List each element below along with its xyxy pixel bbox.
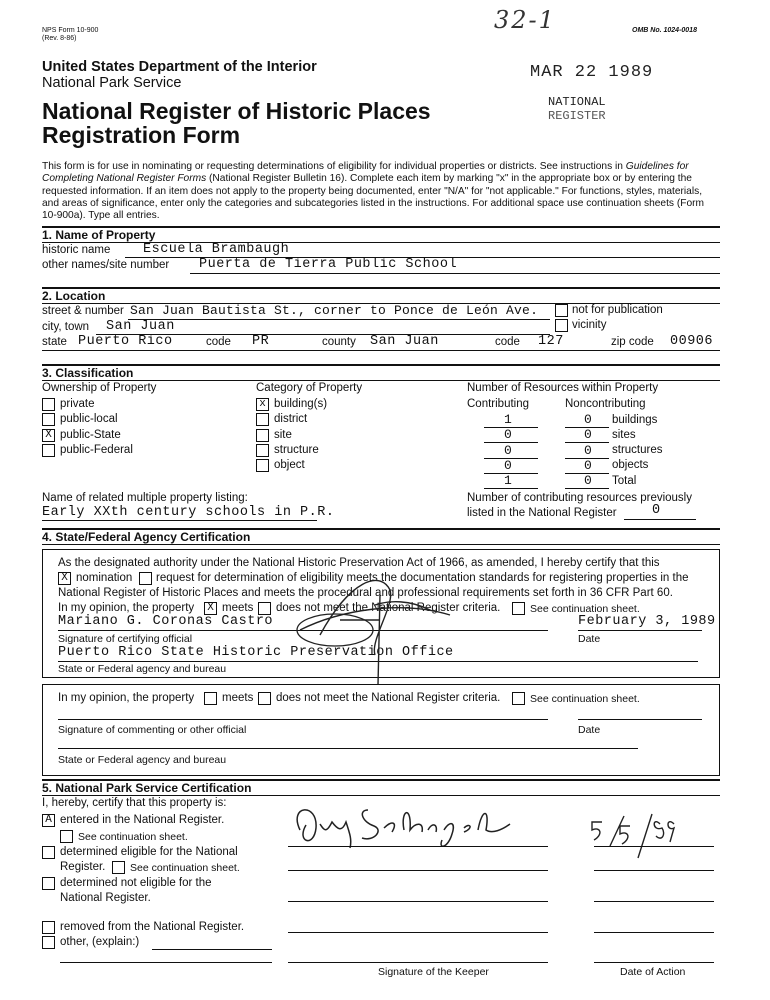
- opinion2-meets-checkbox[interactable]: [204, 692, 217, 705]
- city-value: San Juan: [106, 319, 175, 334]
- other-explain-checkbox[interactable]: [42, 936, 55, 949]
- opinion2-does-not-meet-checkbox[interactable]: [258, 692, 271, 705]
- continuation-sheet-label: See continuation sheet.: [530, 603, 640, 615]
- keeper-date-line: [594, 932, 714, 933]
- field-line: [484, 488, 538, 489]
- ownership-public-local-checkbox[interactable]: [42, 413, 55, 426]
- category-site-label: site: [274, 429, 292, 441]
- county-value: San Juan: [370, 334, 439, 349]
- county-code-label: code: [495, 336, 520, 348]
- ownership-private-checkbox[interactable]: [42, 398, 55, 411]
- certification-statement-line3: National Register of Historic Places and meets the procedural and professional requirements set forth in 36 CFR Part 60.: [58, 587, 673, 599]
- resource-buildings-contributing: 1: [504, 412, 513, 427]
- certification-statement-line1: As the designated authority under the National Historic Preservation Act of 1966, as amended, I hereby certify that this: [58, 557, 660, 569]
- opinion2-continuation-checkbox[interactable]: [512, 692, 525, 705]
- opinion2-prefix: In my opinion, the property: [58, 692, 195, 704]
- ownership-private-label: private: [60, 398, 95, 410]
- previously-listed-label-1: Number of contributing resources previously: [467, 492, 692, 504]
- ownership-public-local-label: public-local: [60, 413, 118, 425]
- field-line: [42, 520, 317, 521]
- field-line: [42, 350, 720, 351]
- category-structure-checkbox[interactable]: [256, 444, 269, 457]
- nomination-label: nomination: [76, 572, 133, 584]
- resource-objects-noncontributing: 0: [584, 458, 593, 473]
- keeper-date-line: [594, 870, 714, 871]
- state-code-label: code: [206, 336, 231, 348]
- ownership-public-state-label: public-State: [60, 429, 121, 441]
- signature-line: [58, 719, 548, 720]
- keeper-signature: [288, 800, 518, 860]
- keeper-date-line: [594, 846, 714, 847]
- resource-total-label: Total: [612, 475, 637, 487]
- determined-eligible-label: determined eligible for the National: [60, 846, 238, 858]
- category-district-checkbox[interactable]: [256, 413, 269, 426]
- certifying-date: February 3, 1989: [578, 614, 716, 629]
- field-line: [565, 488, 609, 489]
- resource-sites-label: sites: [612, 429, 636, 441]
- zip-label: zip code: [611, 336, 654, 348]
- not-for-publication-checkbox[interactable]: [555, 304, 568, 317]
- resource-total-contributing: 1: [504, 473, 513, 488]
- county-code-value: 127: [538, 334, 564, 349]
- street-label: street & number: [42, 305, 124, 317]
- historic-name-label: historic name: [42, 244, 111, 256]
- does-not-meet-label: does not meet the National Register criteria.: [276, 602, 501, 614]
- category-building-checkbox[interactable]: x: [256, 398, 269, 411]
- keeper-signature-line: [288, 846, 548, 847]
- related-listing-value: Early XXth century schools in P.R.: [42, 505, 335, 520]
- omb-number: OMB No. 1024-0018: [632, 27, 697, 34]
- section4-title: 4. State/Federal Agency Certification: [42, 530, 251, 544]
- determined-eligible-label-2: Register.: [60, 861, 106, 873]
- explain-line: [152, 949, 272, 950]
- other-names-value: Puerta de Tierra Public School: [199, 257, 458, 272]
- commenting-date-label: Date: [578, 724, 601, 736]
- request-determination-label: request for determination of eligibility meets the documentation standards for registering properties in the: [156, 572, 689, 584]
- ownership-public-state-checkbox[interactable]: X: [42, 429, 55, 442]
- form-revision: (Rev. 8-86): [42, 35, 77, 42]
- related-listing-label: Name of related multiple property listing:: [42, 492, 248, 504]
- section-rule: [42, 544, 720, 545]
- zip-value: 00906: [670, 334, 714, 349]
- city-label: city, town: [42, 321, 90, 333]
- street-value: San Juan Bautista St., corner to Ponce de León Ave.: [130, 303, 539, 318]
- meets-criteria-checkbox[interactable]: X: [204, 602, 217, 615]
- eligible-continuation-checkbox[interactable]: [112, 861, 125, 874]
- meets-criteria-label: meets: [222, 602, 254, 614]
- resource-buildings-noncontributing: 0: [584, 412, 593, 427]
- ownership-public-federal-label: public-Federal: [60, 444, 133, 456]
- section-divider: [42, 287, 720, 289]
- removed-register-label: removed from the National Register.: [60, 921, 245, 933]
- section3-title: 3. Classification: [42, 366, 134, 380]
- certifying-date-label: Date: [578, 633, 601, 645]
- handwritten-reference: 32-1: [494, 6, 556, 34]
- state-value: Puerto Rico: [78, 334, 173, 349]
- form-title-line2: Registration Form: [42, 122, 241, 148]
- previously-listed-label-2: listed in the National Register: [467, 507, 617, 519]
- previously-listed-value: 0: [652, 503, 661, 518]
- agency-bureau-value: Puerto Rico State Historic Preservation Office: [58, 645, 454, 660]
- commenting-signature-label: Signature of commenting or other official: [58, 724, 247, 736]
- certifying-official-name: Mariano G. Coronas Castro: [58, 614, 274, 629]
- vicinity-label: vicinity: [572, 319, 607, 331]
- resource-structures-label: structures: [612, 444, 663, 456]
- certifying-signature-label: Signature of certifying official: [58, 633, 193, 645]
- department-name: United States Department of the Interior: [42, 59, 317, 75]
- entered-register-checkbox[interactable]: A: [42, 814, 55, 827]
- state-code-value: PR: [252, 334, 270, 349]
- category-object-label: object: [274, 459, 305, 471]
- section-rule: [42, 795, 720, 796]
- vicinity-checkbox[interactable]: [555, 319, 568, 332]
- contributing-header: Contributing: [467, 398, 530, 410]
- commenting-bureau-label: State or Federal agency and bureau: [58, 754, 227, 766]
- resource-objects-label: objects: [612, 459, 649, 471]
- not-eligible-label-2: National Register.: [60, 892, 151, 904]
- keeper-signature-line: [288, 901, 548, 902]
- not-eligible-checkbox[interactable]: [42, 877, 55, 890]
- date-of-action-label: Date of Action: [620, 966, 686, 978]
- received-stamp-line1: NATIONAL: [548, 95, 606, 109]
- section2-title: 2. Location: [42, 289, 106, 303]
- keeper-signature-line: [288, 932, 548, 933]
- category-site-checkbox[interactable]: [256, 429, 269, 442]
- opinion2-continuation-label: See continuation sheet.: [530, 693, 640, 705]
- removed-register-checkbox[interactable]: [42, 921, 55, 934]
- entered-continuation-label: See continuation sheet.: [78, 831, 188, 843]
- received-stamp-date: MAR 22 1989: [530, 63, 654, 82]
- resource-sites-contributing: 0: [504, 427, 513, 442]
- ownership-public-federal-checkbox[interactable]: [42, 444, 55, 457]
- category-title: Category of Property: [256, 382, 363, 394]
- ownership-title: Ownership of Property: [42, 382, 157, 394]
- opinion2-meets-label: meets: [222, 692, 254, 704]
- category-structure-label: structure: [274, 444, 319, 456]
- keeper-certify-intro: I, hereby, certify that this property is:: [42, 797, 227, 809]
- county-label: county: [322, 336, 356, 348]
- section-divider: [42, 364, 720, 366]
- agency-bureau-label: State or Federal agency and bureau: [58, 663, 227, 675]
- section-rule: [42, 380, 720, 381]
- entered-continuation-checkbox[interactable]: [60, 830, 73, 843]
- state-label: state: [42, 336, 67, 348]
- explain-line: [60, 962, 272, 963]
- field-line: [624, 519, 696, 520]
- resource-total-noncontributing: 0: [584, 473, 593, 488]
- historic-name-value: Escuela Brambaugh: [143, 242, 290, 257]
- field-line: [190, 273, 720, 274]
- continuation-sheet-checkbox[interactable]: [512, 602, 525, 615]
- resource-objects-contributing: 0: [504, 458, 513, 473]
- certifying-official-signature: [280, 560, 480, 690]
- resource-structures-noncontributing: 0: [584, 443, 593, 458]
- keeper-signature-line: [288, 870, 548, 871]
- instructions-text: This form is for use in nominating or requesting determinations of eligibility for individual properties or districts. See instructions in Guidelines for Completing National Register Forms (National Register Bulletin 16). Complete each item by marking "x" in the appropriate box or by entering the requested information. If an item does not apply to the property being documented, enter "N/A" for "not applicable." For functions, styles, materials, and areas of significance, enter only the categories and subcategories listed in the instructions. For additional space use continuation sheets (Form 10-900a). Type all entries.: [42, 161, 704, 222]
- resource-sites-noncontributing: 0: [584, 427, 593, 442]
- not-eligible-label: determined not eligible for the: [60, 877, 212, 889]
- request-determination-checkbox[interactable]: [139, 572, 152, 585]
- section1-title: 1. Name of Property: [42, 228, 156, 242]
- eligible-continuation-label: See continuation sheet.: [130, 862, 240, 874]
- noncontributing-header: Noncontributing: [565, 398, 646, 410]
- keeper-date-line: [594, 901, 714, 902]
- received-stamp-line2: REGISTER: [548, 109, 606, 123]
- determined-eligible-checkbox[interactable]: [42, 846, 55, 859]
- other-names-label: other names/site number: [42, 259, 170, 271]
- resource-buildings-label: buildings: [612, 414, 658, 426]
- keeper-signature-label: Signature of the Keeper: [378, 966, 489, 978]
- bureau-line: [58, 748, 638, 749]
- resource-structures-contributing: 0: [504, 443, 513, 458]
- agency-name: National Park Service: [42, 75, 182, 91]
- form-title-line1: National Register of Historic Places: [42, 98, 431, 124]
- form-number: NPS Form 10-900: [42, 27, 99, 34]
- entered-register-label: entered in the National Register.: [60, 814, 225, 826]
- section5-title: 5. National Park Service Certification: [42, 781, 252, 795]
- nomination-checkbox[interactable]: X: [58, 572, 71, 585]
- opinion2-does-not-meet-label: does not meet the National Register criteria.: [276, 692, 501, 704]
- other-explain-label: other, (explain:): [60, 936, 140, 948]
- resources-title: Number of Resources within Property: [467, 382, 659, 394]
- not-for-publication-label: not for publication: [572, 304, 663, 316]
- opinion-prefix: In my opinion, the property: [58, 602, 195, 614]
- category-building-label: building(s): [274, 398, 328, 410]
- date-line: [578, 719, 702, 720]
- date-line: [578, 630, 702, 631]
- keeper-date-line: [594, 962, 714, 963]
- keeper-signature-line: [288, 962, 548, 963]
- category-district-label: district: [274, 413, 308, 425]
- field-line: [128, 319, 550, 320]
- category-object-checkbox[interactable]: [256, 459, 269, 472]
